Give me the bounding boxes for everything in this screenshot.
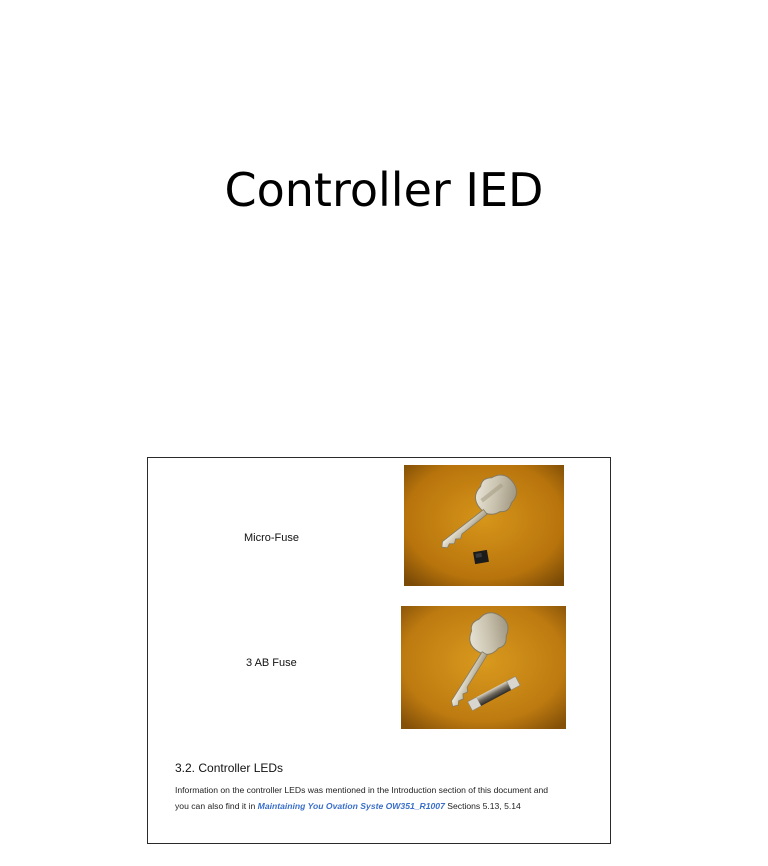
section-heading: 3.2. Controller LEDs xyxy=(175,761,284,775)
key-and-micro-fuse-image xyxy=(404,465,564,586)
body-line-2-suffix: Sections 5.13, 5.14 xyxy=(444,801,521,811)
body-line-2-prefix: you can also find it in xyxy=(175,801,258,811)
body-line-1: Information on the controller LEDs was mentioned in the Introduction section of this document and xyxy=(175,785,549,795)
ab-fuse-photo xyxy=(401,606,566,729)
section-body-text xyxy=(175,782,607,814)
micro-fuse-label: Micro-Fuse xyxy=(244,532,300,544)
key-and-glass-fuse-image xyxy=(401,606,566,729)
ab-fuse-label: 3 AB Fuse xyxy=(246,657,297,669)
manual-reference-link[interactable]: Maintaining You Ovation Syste OW351_R1007 xyxy=(257,801,445,811)
micro-fuse-photo xyxy=(404,465,564,586)
document-screenshot xyxy=(147,457,611,844)
slide-title: Controller IED xyxy=(224,163,544,217)
body-line-2 xyxy=(175,798,607,814)
